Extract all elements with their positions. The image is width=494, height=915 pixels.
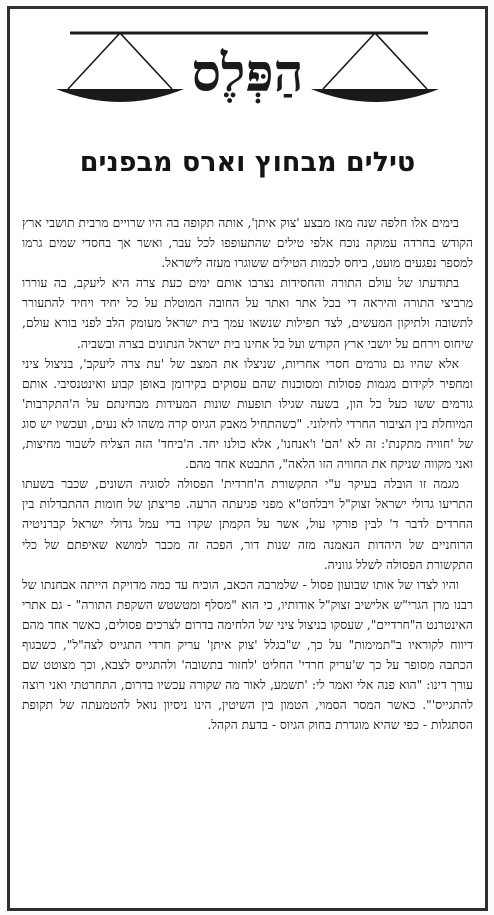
article-paragraph: אלא שהיו גם גורמים חסרי אחריות, שניצלו את המצב של 'עת צרה ליעקב', בניצול ציני ומחפיר לקידום מגמות פסולות ומסוכנות שהם עסוקים בקידומן באופן קבוע ואינטנסיבי. אותם גורמים ששו כעל כל הון, בשעה שגילו תופעות שונות המעידות מבחינתם על ה'התקרבות' המיוחלת בין הציבור החרדי לחילוני. "כשהתחיל מאבק הגיוס קרה משהו לא נעים, ועכשיו יש סוג של 'חוויה מתקנת': זה לא 'הם' ו'אנחנו', אלא כולנו יחד. ה'ביחד' הזה הצליח לשבור מחיצות, ואני מקווה שניקח את החוויה הזו הלאה", התבטא אחד מהם. bbox=[22, 356, 473, 472]
right-pan-icon bbox=[311, 89, 439, 102]
article-body bbox=[22, 213, 473, 735]
article-frame bbox=[7, 6, 488, 911]
article-paragraph: והיו לצדו של אותו שבועון פסול - שלמרבה הכאב, הוכיח עד כמה מדויקת הייתה אבחנתו של רבנו מרן הגרי"ש אלישיב זצוק"ל אודותיו, כי הוא "מסלף ומטשטש השקפת התורה" - גם אתרי האינטרנט ה"חרדיים", שעסקו בניצול ציני של הלחימה בדרום לצרכים פסולים, כאשר אחד מהם דיווח לקוראיו ב"תמימות" על כך, ש"בגלל 'צוק איתן' עריק חרדי התגייס לצה"ל", כשבגוף הכתבה מסופר על כך ש'עריק חרדי' החליט 'לחזור בתשובה' ולהתגייס לצבא, וכך מצוטט שם עורך דינו: "הוא פנה אלי ואמר לי: 'תשמע, לאור מה שקורה עכשיו בדרום, התחרטתי ואני רוצה להתגייס'". כאשר המסר הסמוי, הטמון בין השיטין, הינו ניסיון נואל להטמעתה של תקופת הסתגלות - כפי שהיא מוגדרת בחוק הגיוס - בדעת הקהל. bbox=[22, 577, 473, 733]
logo-text: הַפְּלֶס bbox=[191, 43, 304, 104]
article-paragraph: בתודעתו של עולם התורה והחסידות נצרבו אותם ימים כעת צרה היא ליעקב, בה עוררו מרביצי התורה והיראה די בכל אתר ואתר על החובה המוטלת על כל יחיד ויחיד להתעורר לתשובה ולתיקון המעשים, לצד תפילות שנשאו עמך בית ישראל מעומק הלב לפני בורא עולם, שיחוס וירחם על יושבי ארץ הקודש ועל כל אחינו בית ישראל הנתונים בצרה ובשביה. bbox=[22, 276, 473, 351]
article-headline: טילים מבחוץ וארס מבפנים bbox=[79, 147, 416, 178]
masthead-logo bbox=[10, 15, 485, 115]
article-paragraph: בימים אלו חלפה שנה מאז מבצע 'צוק איתן', אותה תקופה בה היו שרויים מרבית תושבי ארץ הקודש בחרדה עמוקה נוכח אלפי טילים שהתעופפו לכל עבר, ואשר אך בחסדי שמים גרמו למספר נפגעים מועט, ביחס לכמות הטילים ששוגרו מעזה לישראל. bbox=[22, 216, 473, 271]
article-paragraph: מגמה זו הובלה בעיקר ע"י התקשורת ה'חרדית' הפסולה לסוגיה השונים, שכבר בשעתו התריעו גדולי ישראל זצוק"ל ויבלחט"א מפני פגיעתה הרעה. פריצתן של חומות ההתבדלות בין החרדים לדבר ד' לבין פורקי עול, אשר על הקמתן שקדו בדי עמל גדולי ישראל קברניטיה הרוחניים של היהדות הנאמנה מזה שנות דור, הפכה זה מכבר למושא שאיפתם של כלי התקשורת הפסולה לשלל גווניה. bbox=[22, 477, 473, 572]
left-pan-icon bbox=[56, 89, 184, 102]
balance-scale-logo bbox=[10, 15, 485, 115]
